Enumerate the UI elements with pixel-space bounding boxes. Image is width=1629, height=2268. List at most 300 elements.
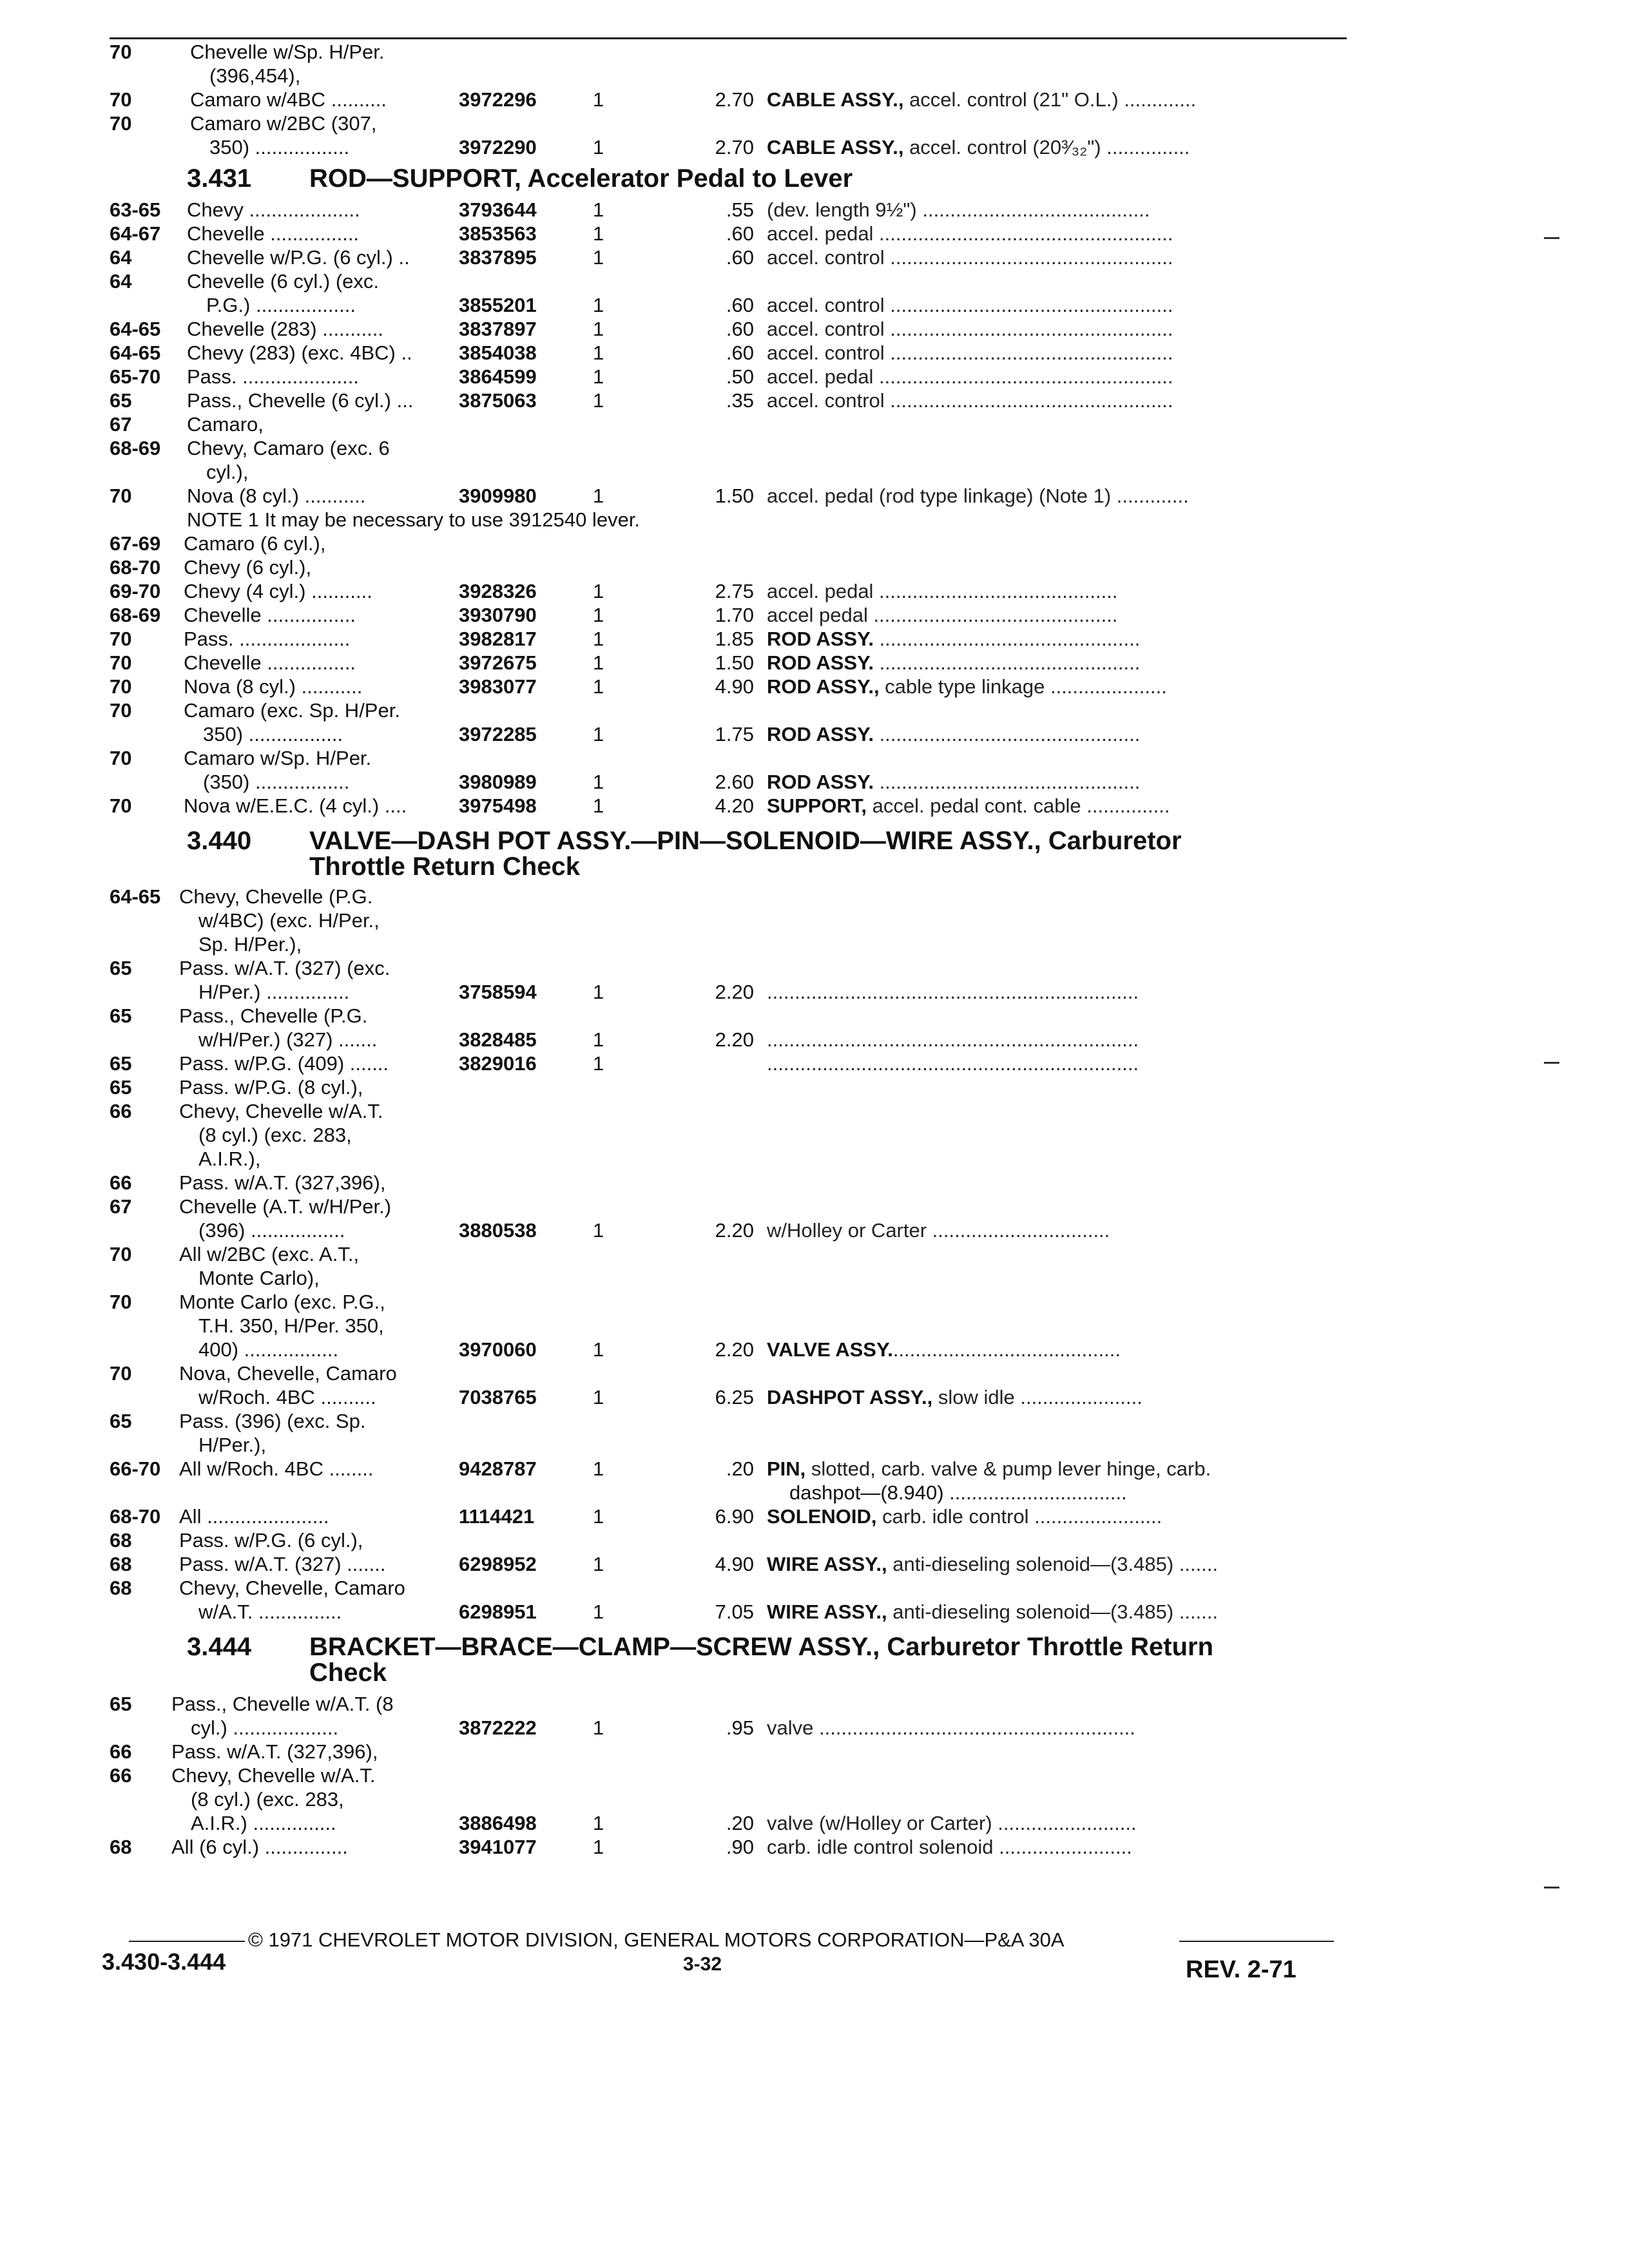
row-line	[0, 1433, 1629, 1457]
quantity: 1	[593, 1028, 604, 1051]
price: .50	[726, 365, 754, 388]
part-name-bold: ROD ASSY.	[767, 771, 874, 793]
part-name	[767, 1052, 1139, 1075]
year-cell: 68-70	[110, 556, 161, 579]
part-name-text: ...............................................	[873, 651, 1141, 674]
quantity: 1	[593, 675, 604, 698]
year-cell: 70	[110, 628, 132, 650]
row-line	[0, 1028, 1629, 1052]
model-cell: Pass. w/P.G. (6 cyl.),	[179, 1529, 363, 1552]
table-row	[0, 746, 1629, 794]
table-row	[0, 1763, 1629, 1835]
part-name-text: accel. control ...................................................	[767, 246, 1173, 269]
model-cell: Chevelle (6 cyl.) (exc.	[187, 270, 380, 293]
year-cell: 66-70	[110, 1457, 161, 1480]
part-name	[767, 794, 1170, 818]
price: 7.05	[715, 1600, 754, 1623]
part-number: 3970060	[459, 1338, 537, 1361]
price: .95	[726, 1716, 754, 1739]
model-cell: A.I.R.),	[198, 1148, 261, 1170]
model-cell: (8 cyl.) (exc. 283,	[198, 1124, 352, 1146]
part-name-bold: CABLE ASSY.,	[767, 136, 904, 159]
part-name	[767, 222, 1173, 245]
row-line	[0, 1716, 1629, 1740]
part-number: 7038765	[459, 1386, 537, 1408]
model-cell: (396) .................	[198, 1219, 345, 1242]
section-number: 3.440	[187, 827, 252, 855]
part-number: 3972675	[459, 651, 537, 674]
model-cell: 350) .................	[203, 723, 343, 745]
part-name-text: valve (w/Holley or Carter) .........................	[767, 1812, 1137, 1834]
year-cell: 63-65	[110, 198, 161, 221]
row-line	[0, 222, 1629, 245]
table-row	[0, 365, 1629, 389]
model-cell: w/H/Per.) (327) .......	[198, 1028, 378, 1051]
part-name	[767, 722, 1140, 746]
model-cell: Pass. w/A.T. (327) .......	[179, 1553, 386, 1575]
row-line	[0, 651, 1629, 675]
model-cell: Pass., Chevelle w/A.T. (8	[171, 1693, 394, 1715]
part-name-text: ...............................................	[873, 771, 1141, 793]
row-line	[0, 1361, 1629, 1385]
price: 1.50	[715, 485, 754, 507]
part-name-text: anti-dieseling solenoid—(3.485) .......	[887, 1600, 1219, 1623]
year-cell: 65	[110, 1052, 132, 1075]
table-row	[0, 1242, 1629, 1290]
part-name-bold: WIRE ASSY.,	[767, 1600, 887, 1623]
model-cell: cyl.),	[206, 461, 249, 483]
model-cell: Camaro w/2BC (307,	[190, 112, 377, 135]
model-cell: Nova (8 cyl.) ...........	[187, 485, 366, 507]
part-name-bold: VALVE ASSY.	[767, 1338, 893, 1361]
row-line	[0, 675, 1629, 698]
model-cell: Chevy ....................	[187, 198, 360, 221]
part-name-bold: WIRE ASSY.,	[767, 1553, 887, 1575]
price: 2.20	[715, 1219, 754, 1242]
table-row	[0, 956, 1629, 1004]
year-cell: 70	[110, 1243, 132, 1265]
year-cell: 70	[110, 41, 132, 63]
year-cell: 70	[110, 747, 132, 769]
part-name	[767, 317, 1173, 341]
part-number: 3828485	[459, 1028, 537, 1051]
quantity: 1	[593, 318, 604, 340]
row-line	[0, 1787, 1629, 1811]
year-cell: 66	[110, 1100, 132, 1122]
part-number: 6298951	[459, 1600, 537, 1623]
part-name	[767, 1457, 1211, 1481]
table-row	[0, 436, 1629, 484]
quantity: 1	[593, 1600, 604, 1623]
table-row	[0, 389, 1629, 412]
part-name	[767, 651, 1140, 675]
model-cell: Camaro (exc. Sp. H/Per.	[184, 699, 400, 722]
price: 1.75	[715, 723, 754, 745]
row-line	[0, 1171, 1629, 1195]
table-row	[0, 1457, 1629, 1504]
model-cell: (350) .................	[203, 771, 350, 793]
price: 2.70	[715, 88, 754, 111]
model-cell: Camaro,	[187, 413, 264, 436]
year-cell: 70	[110, 651, 132, 674]
row-line	[0, 885, 1629, 908]
model-cell: Chevelle (A.T. w/H/Per.)	[179, 1195, 392, 1218]
price: .55	[726, 198, 754, 221]
part-name	[767, 980, 1139, 1004]
quantity: 1	[593, 1505, 604, 1528]
section-number: 3.444	[187, 1633, 252, 1661]
price: .60	[726, 246, 754, 269]
table-row	[0, 341, 1629, 365]
price: .60	[726, 318, 754, 340]
row-line	[0, 1052, 1629, 1075]
part-number: 3928326	[459, 580, 537, 602]
part-number: 3886498	[459, 1812, 537, 1834]
row-line	[0, 1811, 1629, 1835]
table-row	[0, 1409, 1629, 1457]
row-line	[0, 460, 1629, 484]
model-cell: Chevelle w/P.G. (6 cyl.) ..	[187, 246, 410, 269]
year-cell: 68	[110, 1553, 132, 1575]
quantity: 1	[593, 1457, 604, 1480]
part-name	[767, 341, 1173, 365]
model-cell: Pass. .....................	[187, 365, 360, 388]
part-name	[767, 365, 1173, 389]
table-row	[0, 1171, 1629, 1195]
part-name-text: accel. pedal (rod type linkage) (Note 1) .............	[767, 485, 1189, 507]
part-number: 3880538	[459, 1219, 537, 1242]
part-name	[767, 1716, 1135, 1740]
model-cell: Chevy, Chevelle (P.G.	[179, 885, 373, 908]
part-name-text: carb. idle control .......................	[876, 1505, 1162, 1528]
table-row	[0, 1075, 1629, 1099]
price: .60	[726, 341, 754, 364]
row-line	[0, 317, 1629, 341]
table-row	[0, 198, 1629, 222]
quantity: 1	[593, 651, 604, 674]
row-line	[0, 555, 1629, 579]
part-name	[767, 1835, 1132, 1859]
year-cell: 64	[110, 246, 132, 269]
price: .60	[726, 222, 754, 245]
part-name-text: accel. pedal cont. cable ...............	[867, 794, 1170, 817]
quantity: 1	[593, 294, 604, 316]
quantity: 1	[593, 794, 604, 817]
footer-rule-left	[129, 1941, 245, 1942]
row-line	[0, 1123, 1629, 1147]
row-line	[0, 932, 1629, 956]
quantity: 1	[593, 1716, 604, 1739]
part-number: 3983077	[459, 675, 537, 698]
model-cell: Pass. w/A.T. (327,396),	[171, 1740, 378, 1763]
year-cell: 70	[110, 88, 132, 111]
table-row	[0, 1195, 1629, 1242]
year-cell: 68	[110, 1577, 132, 1599]
row-line	[0, 293, 1629, 317]
model-cell: All ......................	[179, 1505, 329, 1528]
model-cell: Pass. w/P.G. (8 cyl.),	[179, 1076, 363, 1099]
part-name-text: ...............................................	[873, 723, 1141, 745]
row-line	[0, 389, 1629, 412]
section-number: 3.431	[187, 164, 252, 193]
table-row	[0, 111, 1629, 159]
part-name-text: (dev. length 9½") .........................................	[767, 198, 1150, 221]
quantity: 1	[593, 88, 604, 111]
table-row	[0, 1099, 1629, 1171]
part-number: 3909980	[459, 485, 537, 507]
part-name	[767, 135, 1190, 159]
row-line	[0, 1218, 1629, 1242]
model-cell: Pass. w/A.T. (327,396),	[179, 1171, 386, 1194]
row-line	[0, 1099, 1629, 1123]
price: 1.50	[715, 651, 754, 674]
part-number: 3854038	[459, 341, 537, 364]
part-name-text: accel. control ...................................................	[767, 389, 1173, 412]
part-name-text: accel. control (21" O.L.) .............	[903, 88, 1197, 111]
row-line	[0, 627, 1629, 651]
table-row	[0, 1290, 1629, 1361]
model-cell: All w/Roch. 4BC ........	[179, 1457, 374, 1480]
price: 2.20	[715, 1028, 754, 1051]
year-cell: 70	[110, 485, 132, 507]
part-number: 3855201	[459, 294, 537, 316]
row-line	[0, 1147, 1629, 1171]
part-name-bold: ROD ASSY.,	[767, 675, 880, 698]
row-line	[0, 1576, 1629, 1600]
year-cell: 69-70	[110, 580, 161, 602]
part-name-bold: ROD ASSY.	[767, 723, 874, 745]
year-cell: 70	[110, 675, 132, 698]
row-line	[0, 111, 1629, 135]
year-cell: 65-70	[110, 365, 161, 388]
footer-revision: REV. 2-71	[1186, 1956, 1296, 1983]
footer-copyright: © 1971 CHEVROLET MOTOR DIVISION, GENERAL MOTORS CORPORATION—P&A 30A	[248, 1928, 1065, 1951]
table-row	[0, 1528, 1629, 1552]
year-cell: 67	[110, 1195, 132, 1218]
part-name	[767, 1552, 1218, 1576]
model-cell: A.I.R.) ...............	[191, 1812, 336, 1834]
row-line	[0, 1600, 1629, 1624]
model-cell: Nova w/E.E.C. (4 cyl.) ....	[184, 794, 407, 817]
section-title-continued: Throttle Return Check	[309, 852, 581, 881]
quantity: 1	[593, 628, 604, 650]
part-number: 3829016	[459, 1052, 537, 1075]
table-row	[0, 245, 1629, 269]
year-cell: 70	[110, 699, 132, 722]
part-name-bold: SUPPORT,	[767, 794, 867, 817]
row-line	[0, 1504, 1629, 1528]
row-line	[0, 794, 1629, 818]
part-name	[767, 245, 1173, 269]
price: .90	[726, 1836, 754, 1858]
year-cell: 65	[110, 1076, 132, 1099]
price: 4.90	[715, 1553, 754, 1575]
model-cell: cyl.) ...................	[191, 1716, 339, 1739]
year-cell: 65	[110, 957, 132, 979]
row-line	[0, 1457, 1629, 1481]
top-rule	[110, 37, 1347, 39]
year-cell: 64-65	[110, 341, 161, 364]
row-line	[0, 269, 1629, 293]
model-cell: Chevelle ................	[184, 651, 356, 674]
quantity: 1	[593, 1553, 604, 1575]
year-cell: 66	[110, 1764, 132, 1787]
price: .20	[726, 1457, 754, 1480]
model-cell: 350) .................	[209, 136, 350, 159]
row-line	[0, 412, 1629, 436]
price: 2.60	[715, 771, 754, 793]
part-name	[767, 1338, 1121, 1361]
part-number: 3853563	[459, 222, 537, 245]
row-line	[0, 1385, 1629, 1409]
model-cell: Sp. H/Per.),	[198, 933, 302, 956]
quantity: 1	[593, 1052, 604, 1075]
table-row	[0, 1052, 1629, 1075]
part-name-text: accel. pedal ...........................................	[767, 580, 1118, 602]
price: 2.75	[715, 580, 754, 602]
part-number: 3837897	[459, 318, 537, 340]
model-cell: Pass. ....................	[184, 628, 351, 650]
price: .60	[726, 294, 754, 316]
model-cell: Pass., Chevelle (6 cyl.) ...	[187, 389, 414, 412]
model-cell: w/4BC) (exc. H/Per.,	[198, 909, 380, 932]
section-title: ROD—SUPPORT, Accelerator Pedal to Lever	[309, 164, 853, 193]
quantity: 1	[593, 604, 604, 626]
part-name-text: anti-dieseling solenoid—(3.485) .......	[887, 1553, 1219, 1575]
model-cell: w/Roch. 4BC ..........	[198, 1386, 376, 1408]
model-cell: Nova, Chevelle, Camaro	[179, 1362, 397, 1385]
year-cell: 65	[110, 1004, 132, 1027]
part-name	[767, 675, 1167, 698]
part-number: 3837895	[459, 246, 537, 269]
table-row	[0, 651, 1629, 675]
quantity: 1	[593, 365, 604, 388]
table-row	[0, 1740, 1629, 1763]
margin-mark	[1544, 1062, 1559, 1064]
price: 2.20	[715, 981, 754, 1003]
part-number: 3972290	[459, 136, 537, 159]
row-line	[0, 1763, 1629, 1787]
part-name	[767, 627, 1140, 651]
part-name-bold: DASHPOT ASSY.,	[767, 1386, 933, 1408]
part-number: 3972285	[459, 723, 537, 745]
part-name-text: accel. control ...................................................	[767, 318, 1173, 340]
model-cell: Nova (8 cyl.) ...........	[184, 675, 363, 698]
model-cell: Chevelle ................	[184, 604, 356, 626]
table-row	[0, 1835, 1629, 1859]
price: 6.25	[715, 1386, 754, 1408]
part-name-text: accel. control (20³⁄₃₂") ...............	[903, 136, 1190, 159]
quantity: 1	[593, 198, 604, 221]
year-cell: 68	[110, 1836, 132, 1858]
model-cell: Camaro w/4BC ..........	[190, 88, 387, 111]
row-line	[0, 1528, 1629, 1552]
model-cell: Chevy (283) (exc. 4BC) ..	[187, 341, 412, 364]
table-row	[0, 222, 1629, 245]
row-line	[0, 722, 1629, 746]
section-title: BRACKET—BRACE—CLAMP—SCREW ASSY., Carburetor Throttle Return	[309, 1633, 1214, 1661]
row-line	[0, 1409, 1629, 1433]
part-number: 3872222	[459, 1716, 537, 1739]
part-name-text: ...................................................................	[767, 1052, 1139, 1075]
row-line	[0, 1242, 1629, 1266]
table-row	[0, 675, 1629, 698]
price: 2.70	[715, 136, 754, 159]
part-number: 3972296	[459, 88, 537, 111]
year-cell: 66	[110, 1740, 132, 1763]
quantity: 1	[593, 981, 604, 1003]
footer-rule-right	[1179, 1941, 1334, 1942]
part-name-text: carb. idle control solenoid ........................	[767, 1836, 1132, 1858]
model-cell: Camaro w/Sp. H/Per.	[184, 747, 372, 769]
part-name-text: valve .........................................................	[767, 1716, 1135, 1739]
table-row	[0, 1576, 1629, 1624]
price: .35	[726, 389, 754, 412]
part-name	[767, 770, 1140, 794]
part-name	[767, 603, 1117, 627]
model-cell: All (6 cyl.) ...............	[171, 1836, 348, 1858]
model-cell: Chevy, Camaro (exc. 6	[187, 437, 390, 459]
part-name-bold: PIN,	[767, 1457, 806, 1480]
part-number: 1114421	[459, 1505, 535, 1528]
part-name-text: accel. control ...................................................	[767, 294, 1173, 316]
table-row	[0, 40, 1629, 88]
model-cell: All w/2BC (exc. A.T.,	[179, 1243, 360, 1265]
row-line	[0, 1740, 1629, 1763]
year-cell: 65	[110, 1693, 132, 1715]
part-name-text: slotted, carb. valve & pump lever hinge, carb.	[805, 1457, 1211, 1480]
row-line	[0, 770, 1629, 794]
model-cell: (396,454),	[209, 64, 301, 87]
margin-mark	[1544, 1887, 1559, 1888]
price: 2.20	[715, 1338, 754, 1361]
part-name	[767, 1811, 1137, 1835]
quantity: 1	[593, 485, 604, 507]
quantity: 1	[593, 1338, 604, 1361]
part-number: 3930790	[459, 604, 537, 626]
part-number: 3941077	[459, 1836, 537, 1858]
price: 4.20	[715, 794, 754, 817]
model-cell: Monte Carlo),	[198, 1267, 320, 1289]
part-name-text: ...............................................	[873, 628, 1141, 650]
model-cell: H/Per.) ...............	[198, 981, 350, 1003]
part-number: 3758594	[459, 981, 537, 1003]
table-row	[0, 885, 1629, 956]
part-name-bold: ROD ASSY.	[767, 651, 874, 674]
row-line	[0, 365, 1629, 389]
model-cell: Chevy (4 cyl.) ...........	[184, 580, 372, 602]
row-line	[0, 88, 1629, 111]
part-number: 9428787	[459, 1457, 537, 1480]
model-cell: Chevelle ................	[187, 222, 360, 245]
year-cell: 64-65	[110, 318, 161, 340]
row-line	[0, 1338, 1629, 1361]
table-row	[0, 555, 1629, 579]
quantity: 1	[593, 771, 604, 793]
table-row	[0, 579, 1629, 603]
model-cell: Chevy, Chevelle w/A.T.	[179, 1100, 383, 1122]
row-line	[0, 484, 1629, 508]
part-name-text: slow idle ......................	[932, 1386, 1142, 1408]
part-number: 3975498	[459, 794, 537, 817]
table-row	[0, 794, 1629, 818]
row-line	[0, 1552, 1629, 1576]
row-line	[0, 1290, 1629, 1314]
model-cell: P.G.) ..................	[206, 294, 356, 316]
quantity: 1	[593, 389, 604, 412]
year-cell: 66	[110, 1171, 132, 1194]
part-name-text: ...................................................................	[767, 981, 1139, 1003]
